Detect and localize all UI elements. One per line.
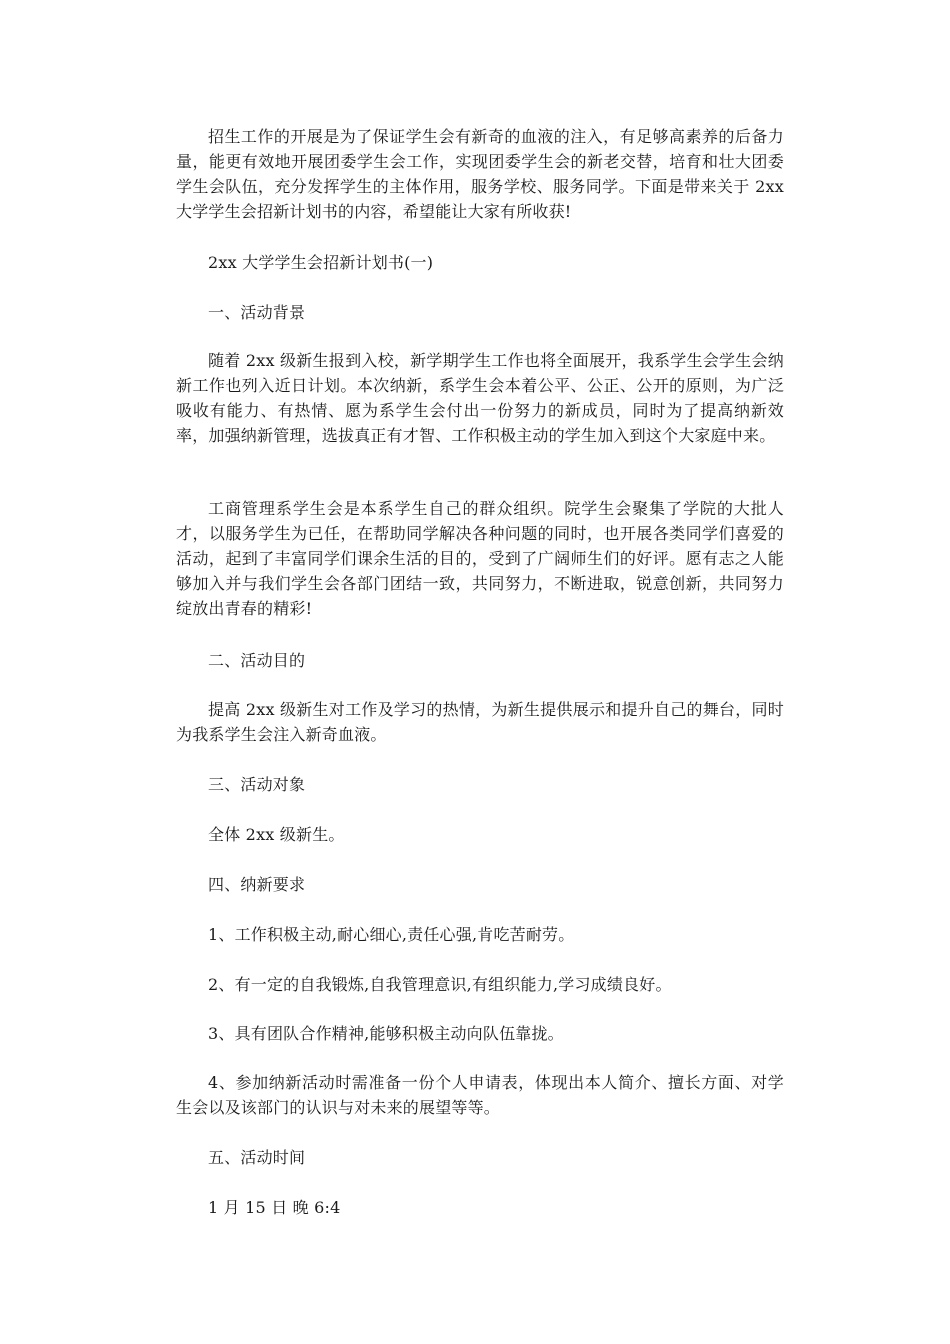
section-heading-background: 一、活动背景	[208, 303, 306, 322]
department-paragraph: 工商管理系学生会是本系学生自己的群众组织。院学生会聚集了学院的大批人才，以服务学生为已任，在帮助同学解决各种问题的同时，也开展各类同学们喜爱的活动，起到了丰富同学们课余生活的目的，受到了广阔师生们的好评。愿有志之人能够加入并与我们学生会各部门团结一致，共同努力，不断进取，锐意创新，共同努力绽放出青春的精彩!	[176, 499, 784, 618]
requirement-item-4: 4、参加纳新活动时需准备一份个人申请表，体现出本人简介、擅长方面、对学生会以及该部门的认识与对未来的展望等等。	[176, 1073, 784, 1117]
section-heading-time: 五、活动时间	[208, 1148, 306, 1167]
section-heading-requirements: 四、纳新要求	[208, 875, 306, 894]
time-paragraph: 1 月 15 日 晚 6:4	[208, 1198, 341, 1217]
background-paragraph: 随着 2xx 级新生报到入校，新学期学生工作也将全面展开，我系学生会学生会纳新工作也列入近日计划。本次纳新，系学生会本着公平、公正、公开的原则，为广泛吸收有能力、有热情、愿为系学生会付出一份努力的新成员，同时为了提高纳新效率，加强纳新管理，选拔真正有才智、工作积极主动的学生加入到这个大家庭中来。	[176, 351, 784, 445]
purpose-paragraph: 提高 2xx 级新生对工作及学习的热情，为新生提供展示和提升自己的舞台，同时为我系学生会注入新奇血液。	[176, 700, 784, 744]
section-heading-purpose: 二、活动目的	[208, 651, 306, 670]
intro-paragraph: 招生工作的开展是为了保证学生会有新奇的血液的注入，有足够高素养的后备力量，能更有效地开展团委学生会工作，实现团委学生会的新老交替，培育和壮大团委学生会队伍，充分发挥学生的主体作用，服务学校、服务同学。下面是带来关于 2xx 大学学生会招新计划书的内容，希望能让大家有所收获!	[176, 127, 784, 221]
audience-paragraph: 全体 2xx 级新生。	[208, 825, 345, 844]
section-heading-audience: 三、活动对象	[208, 775, 306, 794]
requirement-item-1: 1、工作积极主动,耐心细心,责任心强,肯吃苦耐劳。	[208, 925, 575, 944]
requirement-item-3: 3、具有团队合作精神,能够积极主动向队伍靠拢。	[208, 1024, 564, 1043]
plan-title: 2xx 大学学生会招新计划书(一)	[208, 253, 434, 272]
requirement-item-2: 2、有一定的自我锻炼,自我管理意识,有组织能力,学习成绩良好。	[208, 975, 672, 994]
